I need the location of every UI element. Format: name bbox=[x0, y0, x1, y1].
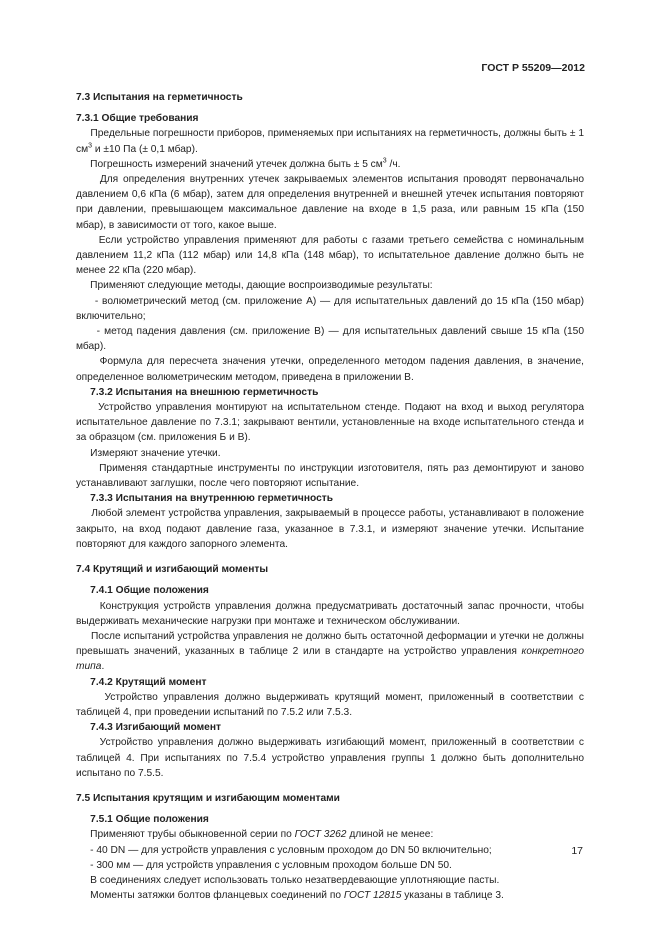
page-body bbox=[76, 90, 584, 903]
paragraph: В соединениях следует использовать только незатвердевающие уплотняющие пасты. bbox=[90, 874, 500, 886]
list-item: - 40 DN — для устройств управления с условным проходом до DN 50 включительно; bbox=[90, 844, 492, 856]
paragraph: Устройство управления монтируют на испытательном стенде. Подают на вход и выход регулятора испытательное давление по 7.3.1; закрывают вентили, установленные на входе испытательного стенда и за образцом (см. приложения Б и В). bbox=[76, 402, 585, 444]
paragraph: После испытаний устройства управления не должно быть остаточной деформации и утечки не должны превышать значений, указанных в таблице 2 или в стандарте на устройство управления конкретного типа. bbox=[76, 630, 585, 673]
page-number: 17 bbox=[571, 845, 583, 857]
paragraph: Если устройство управления применяют для работы с газами третьего семейства с номинальным давлением 11,2 кПа (112 мбар) или 14,8 кПа (148 мбар), то испытательное давление должно быть не менее 22 кПа (220 мбар). bbox=[76, 234, 585, 277]
paragraph: Устройство управления должно выдерживать крутящий момент, приложенный в соответствии с таблицей 4, при проведении испытаний по 7.5.2 или 7.5.3. bbox=[76, 691, 584, 718]
paragraph: Применяя стандартные инструменты по инструкции изготовителя, пять раз демонтируют и заново устанавливают заглушки, после чего повторяют испытание. bbox=[76, 462, 584, 490]
paragraph: Для определения внутренних утечек закрываемых элементов испытания проводят первоначально давлением 0,6 кПа (6 мбар), затем для определения внутренней и внешней утечек испытания повторяют при давлении, превышающем максимальное давление на входе в 1,5 раза, или равным 15 кПа (150 мбар), в зависимости от того, какое выше. bbox=[76, 174, 585, 231]
section-7-4-3-title: 7.4.3 Изгибающий момент bbox=[90, 722, 221, 734]
paragraph: Применяют следующие методы, дающие воспроизводимые результаты: bbox=[90, 280, 433, 292]
list-item: - метод падения давления (см. приложение В) — для испытательных давлений свыше 15 кПа (150 мбар). bbox=[76, 326, 584, 353]
list-item: - волюметрический метод (см. приложение А) — для испытательных давлений до 15 кПа (150 мбар) включительно; bbox=[76, 295, 584, 322]
section-7-3-3-title: 7.3.3 Испытания на внутреннюю герметичность bbox=[90, 493, 333, 505]
section-7-4-2-title: 7.4.2 Крутящий момент bbox=[90, 676, 207, 688]
list-item: - 300 мм — для устройств управления с условным проходом больше DN 50. bbox=[90, 859, 452, 871]
paragraph: Погрешность измерений значений утечек должна быть ± 5 $см^3$ /ч. bbox=[90, 157, 401, 170]
section-7-3-1-title: 7.3.1 Общие требования bbox=[76, 113, 199, 125]
section-7-5-1-title: 7.5.1 Общие положения bbox=[90, 814, 209, 826]
section-7-4-1-title: 7.4.1 Общие положения bbox=[90, 585, 209, 597]
paragraph: Любой элемент устройства управления, закрываемый в процессе работы, устанавливают в положение закрыто, на вход подают давление газа, указанное в 7.3.1, и измеряют значение утечки. Испытание повторяют для каждого запорного элемента. bbox=[76, 508, 584, 550]
section-7-3-2-title: 7.3.2 Испытания на внешнюю герметичность bbox=[90, 386, 319, 398]
paragraph: Моменты затяжки болтов фланцевых соединений по ГОСТ 12815 указаны в таблице 3. bbox=[90, 890, 504, 902]
paragraph: Применяют трубы обыкновенной серии по ГОСТ 3262 длиной не менее: bbox=[90, 829, 434, 841]
paragraph: Конструкция устройств управления должна предусматривать достаточный запас прочности, чтобы выдерживать механические нагрузки при монтаже и техническом обслуживании. bbox=[76, 600, 585, 627]
section-7-3-title: 7.3 Испытания на герметичность bbox=[76, 92, 243, 103]
paragraph: Предельные погрешности приборов, применяемых при испытаниях на герметичность, должны быть ± 1 $см^3$ и ±10 Па (± 0,1 мбар). bbox=[76, 128, 584, 155]
section-7-4-title: 7.4 Крутящий и изгибающий моменты bbox=[76, 564, 269, 576]
paragraph: Формула для пересчета значения утечки, определенного методом падения давления, в значение, определенное волюметрическим методом, приведена в приложении В. bbox=[76, 356, 584, 383]
section-7-5-title: 7.5 Испытания крутящим и изгибающим моментами bbox=[76, 792, 340, 804]
document-id: ГОСТ Р 55209—2012 bbox=[481, 62, 585, 74]
paragraph: Измеряют значение утечки. bbox=[90, 447, 221, 459]
paragraph: Устройство управления должно выдерживать изгибающий момент, приложенный в соответствии с таблицей 4. При испытаниях по 7.5.4 устройство управления группы 1 должно быть дополнительно испытано по 7.5.5. bbox=[76, 737, 585, 779]
